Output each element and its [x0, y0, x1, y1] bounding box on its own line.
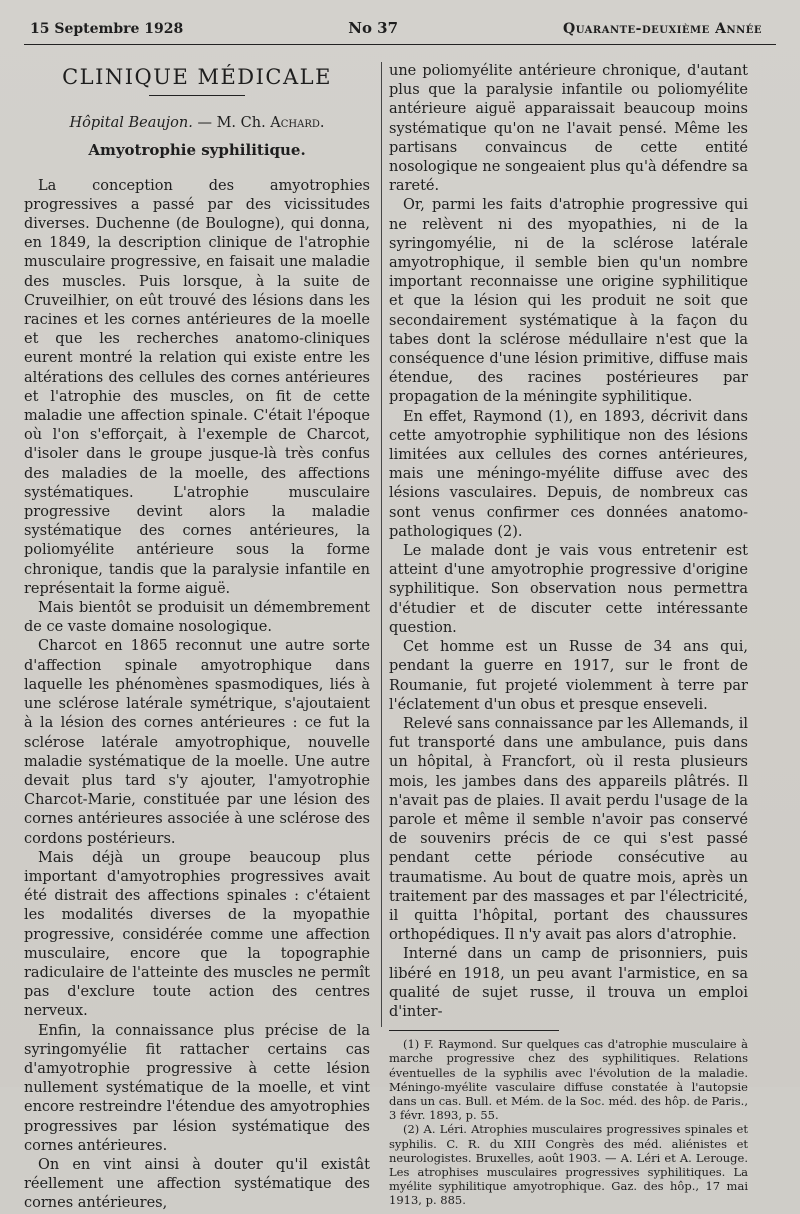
paragraph: On en vint ainsi à douter qu'il existât réellement une affection systématique des cornes antérieures,	[24, 1156, 370, 1212]
paragraph: Le malade dont je vais vous entretenir est atteint d'une amyotrophie progressive d'origine syphilitique. Son observation nous permettra d'étudier et de discuter cette intéressante question.	[389, 543, 748, 636]
header-rule	[24, 44, 776, 45]
hospital-name: Hôpital Beaujon.	[69, 115, 193, 132]
header-year: Quarante-deuxième Année	[563, 21, 762, 37]
page-header	[30, 19, 762, 41]
column-divider	[381, 62, 382, 1027]
footnote-rule	[389, 1030, 559, 1031]
footnotes	[389, 1037, 748, 1207]
paragraph: Relevé sans connaissance par les Allemands, il fut transporté dans une ambulance, puis dans un hôpital, à Francfort, où il resta plusieurs mois, les jambes dans des appareils plâtrés. Il n'avait pas de plaies. Il avait perdu l'usage de la parole et même il semble n'avoir pas conservé de souvenirs précis de ce qui s'est passé pendant cette période consécutive au traumatisme. Au bout de quatre mois, après un traitement par des massages et par l'électricité, il quitta l'hôpital, portant des chaussures orthopédiques. Il n'y avait pas alors d'atrophie.	[389, 715, 748, 944]
section-title: CLINIQUE MÉDICALE	[62, 65, 332, 89]
paragraph: En effet, Raymond (1), en 1893, décrivit dans cette amyotrophie syphilitique non des lésions limitées aux cellules des cornes antérieures, mais une méningo-myélite diffuse avec des lésions vasculaires. Depuis, de nombreux cas sont venus confirmer ces données anatomo-pathologiques (2).	[389, 408, 748, 540]
paragraph: Charcot en 1865 reconnut une autre sorte d'affection spinale amyotrophique dans laquelle les phénomènes spasmodiques, liés à une sclérose latérale symétrique, s'ajoutaient à la lésion des cornes antérieures : ce fut la sclérose latérale amyotrophique, nouvelle maladie systématique de la moelle. Une autre devait plus tard s'y ajouter, l'amyotrophie Charcot-Marie, constituée par une lésion des cornes antérieures associée à une sclérose des cordons postérieurs.	[24, 638, 370, 847]
author-separator: — M. Ch.	[192, 115, 271, 132]
footnote: (1) F. Raymond. Sur quelques cas d'atrophie musculaire à marche progressive chez des syphilitiques. Relations éventuelles de la syphilis avec l'évolution de la maladie. Méningo-myélite vasculaire diffuse constatée à l'autopsie dans un cas. Bull. et Mém. de la Soc. méd. des hôp. de Paris., 3 févr. 1893, p. 55.	[389, 1037, 748, 1123]
paragraph: Enfin, la connaissance plus précise de la syringomyélie fit rattacher certains cas d'amyotrophie progressive à cette lésion nullement systématique de la moelle, et vint encore restreindre l'étendue des amyotrophies progressives par lésion systématique des cornes antérieures.	[24, 1022, 370, 1154]
author-name: Achard	[270, 115, 320, 132]
header-issue-number: No 37	[348, 19, 399, 37]
paragraph: Cet homme est un Russe de 34 ans qui, pendant la guerre en 1917, sur le front de Roumanie, fut projeté violemment à terre par l'éclatement d'un obus et presque enseveli.	[389, 639, 748, 713]
footnote: (2) A. Léri. Atrophies musculaires progressives spinales et syphilis. C. R. du XIII Congrès des méd. aliénistes et neurologistes. Bruxelles, août 1903. — A. Léri et A. Lerouge. Les atrophises musculaires progressives syphilitiques. La myélite syphilitique amyotrophique. Gaz. des hôp., 17 mai 1913, p. 885.	[389, 1122, 748, 1208]
title-rule	[149, 95, 245, 96]
paragraph: Mais déjà un groupe beaucoup plus important d'amyotrophies progressives avait été distrait des affections spinales : c'étaient les modalités diverses de la myopathie progressive, considérée comme une affection musculaire, encore que la topographie radiculaire de l'atteinte des muscles ne permît pas d'exclure toute action des centres nerveux.	[24, 849, 370, 1020]
paragraph: Or, parmi les faits d'atrophie progressive qui ne relèvent ni des myopathies, ni de la syringomyélie, ni de la sclérose latérale amyotrophique, il semble bien qu'un nombre important reconnaisse une origine syphilitique et que la lésion qui les produit ne soit que secondairement systématique à la façon du tabes dont la sclérose médullaire n'est que la conséquence d'une lésion primitive, diffuse mais étendue, des racines postérieures par propagation de la méningite syphilitique.	[389, 197, 748, 406]
header-date: 15 Septembre 1928	[30, 21, 184, 37]
article-subject: Amyotrophie syphilitique.	[88, 141, 306, 160]
paragraph: La conception des amyotrophies progressives a passé par des vicissitudes diverses. Duchenne (de Boulogne), qui donna, en 1849, la description clinique de l'atrophie musculaire progressive, en faisait une maladie des muscles. Puis lorsque, à la suite de Cruveilhier, on eût trouvé des lésions dans les racines et les cornes antérieures de la moelle et que les recherches anatomo-cliniques eurent montré la relation qui existe entre les altérations des cellules des cornes antérieures et l'atrophie des muscles, on fit de cette maladie une affection spinale. C'était l'époque où l'on s'efforçait, à l'exemple de Charcot, d'isoler dans le groupe jusque-là très confus des maladies de la moelle, des affections systématiques. L'atrophie musculaire progressive devint alors la maladie systématique des cornes antérieures, la poliomyélite antérieure sous la forme chronique, tandis que la paralysie infantile en représentait la forme aiguë.	[24, 177, 370, 597]
left-column	[24, 62, 370, 1214]
right-column	[389, 62, 748, 1208]
author-end: .	[319, 115, 325, 132]
paragraph: Mais bientôt se produisit un démembrement de ce vaste domaine nosologique.	[24, 600, 370, 636]
author-line	[24, 114, 370, 133]
paragraph: Interné dans un camp de prisonniers, puis libéré en 1918, un peu avant l'armistice, en sa qualité de sujet russe, il trouva un emploi d'inter-	[389, 946, 748, 1020]
paragraph: une poliomyélite antérieure chronique, d'autant plus que la paralysie infantile ou poliomyélite antérieure aiguë apparaissait beaucoup moins systématique qu'on ne l'avait pensé. Même les partisans convaincus de cette entité nosologique ne songeaient plus qu'à défendre sa rareté.	[389, 63, 748, 195]
